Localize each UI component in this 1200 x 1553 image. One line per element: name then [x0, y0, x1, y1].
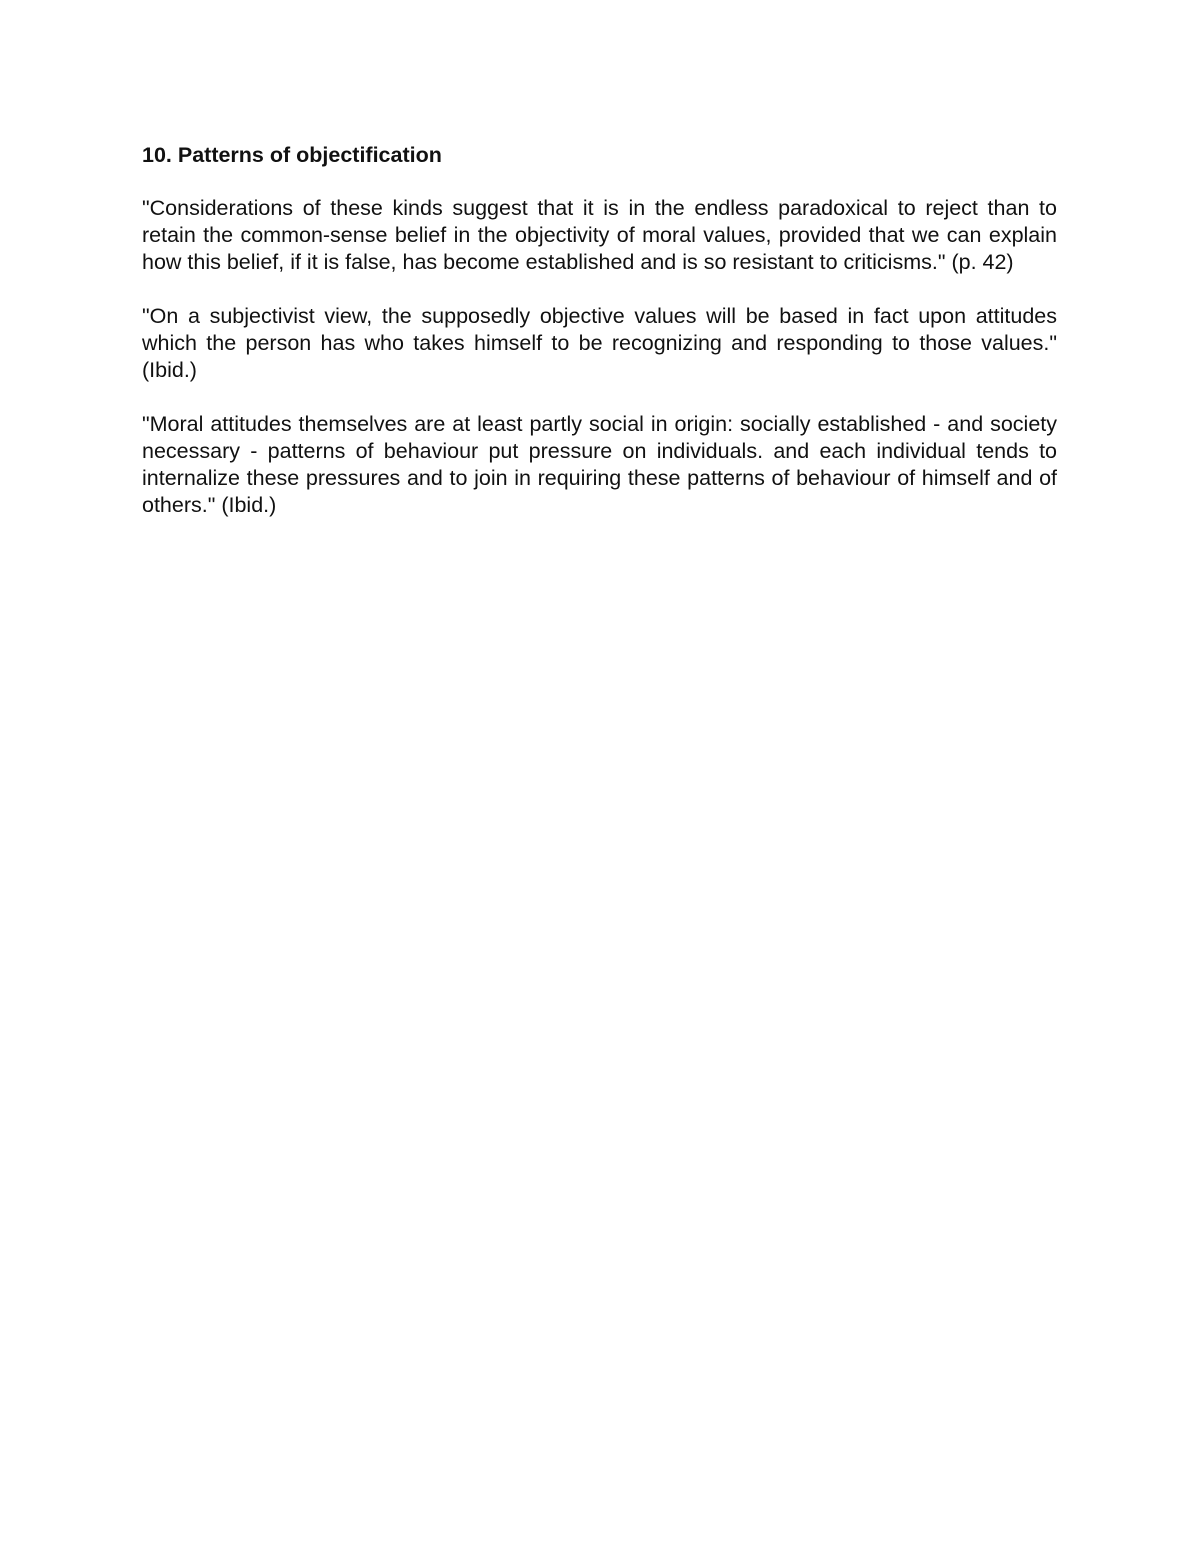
quote-paragraph-2: "On a subjectivist view, the supposedly objective values will be based in fact upon attitudes which the person has who takes himself to be recognizing and responding to those values." (Ibid.) [142, 304, 1057, 382]
quote-paragraph-1: "Considerations of these kinds suggest that it is in the endless paradoxical to reject than to retain the common-sense belief in the objectivity of moral values, provided that we can explain how this belief, if it is false, has become established and is so resistant to criticisms." (p. 42) [142, 196, 1057, 274]
section-heading: 10. Patterns of objectification [142, 143, 442, 167]
quote-paragraph-3: "Moral attitudes themselves are at least partly social in origin: socially established - and society necessary - patterns of behaviour put pressure on individuals. and each individual tends to internalize these pressures and to join in requiring these patterns of behaviour of himself and of others." (Ibid.) [142, 412, 1057, 517]
page-content [142, 140, 1057, 546]
